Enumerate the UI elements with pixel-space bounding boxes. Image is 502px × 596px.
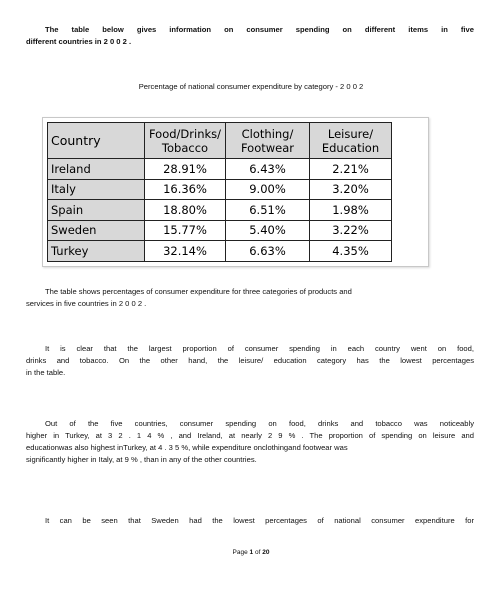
cell-country: Spain (48, 200, 145, 221)
paragraph-line: educationwas also highest inTurkey, at 4 . 3 5 %, while expenditure onclothingand footwear was (26, 443, 348, 452)
paragraph-line: The table shows percentages of consumer expenditure for three categories of products and (45, 287, 352, 296)
paragraph-line: Out of the five countries, consumer spending on food, drinks and tobacco was noticeably (45, 419, 474, 428)
cell-food: 15.77% (145, 220, 226, 241)
paragraph-line: higher in Turkey, at 3 2 . 1 4 % , and Ireland, at nearly 2 9 % . The proportion of spending on leisure and (26, 431, 474, 440)
cell-leisure: 2.21% (310, 159, 392, 180)
paragraph-2 (26, 343, 474, 379)
cell-country: Sweden (48, 220, 145, 241)
paragraph-line: in the table. (26, 368, 66, 377)
cell-country: Turkey (48, 241, 145, 262)
footer-of-word: of (253, 549, 263, 556)
table-row (48, 200, 392, 221)
cell-leisure: 4.35% (310, 241, 392, 262)
paragraph-3 (26, 418, 474, 466)
footer-page-total: 20 (262, 549, 270, 556)
paragraph-line: It is clear that the largest proportion of consumer spending in each country went on food, (45, 344, 474, 353)
paragraph-1 (26, 286, 474, 310)
paragraph-line: services in five countries in 2 0 0 2 . (26, 299, 147, 308)
paragraph-line: significantly higher in Italy, at 9 % , than in any of the other countries. (26, 455, 257, 464)
table-title: Percentage of national consumer expenditure by category - 2 0 0 2 (138, 82, 364, 91)
table-row (48, 159, 392, 180)
cell-clothing: 5.40% (226, 220, 310, 241)
cell-leisure: 3.20% (310, 179, 392, 200)
header-leisure-education: Leisure/ Education (310, 123, 392, 159)
cell-country: Italy (48, 179, 145, 200)
table-row (48, 220, 392, 241)
table-row (48, 179, 392, 200)
cell-food: 16.36% (145, 179, 226, 200)
header-clothing-footwear: Clothing/ Footwear (226, 123, 310, 159)
header-country: Country (48, 123, 145, 159)
cell-clothing: 9.00% (226, 179, 310, 200)
cell-clothing: 6.63% (226, 241, 310, 262)
paragraph-4 (26, 515, 474, 527)
footer-page-number: 1 (249, 549, 254, 556)
page-footer (0, 549, 502, 556)
cell-leisure: 1.98% (310, 200, 392, 221)
cell-clothing: 6.51% (226, 200, 310, 221)
table-row (48, 241, 392, 262)
paragraph-line: drinks and tobacco. On the other hand, the leisure/ education category has the lowest percentages (26, 356, 474, 365)
header-food-drinks-tobacco: Food/Drinks/ Tobacco (145, 123, 226, 159)
intro-line-2: different countries in 2 0 0 2 . (26, 37, 132, 46)
table-image-frame (42, 117, 429, 267)
intro-line-1: The table below gives information on consumer spending on different items in five (45, 25, 474, 34)
table-header-row (48, 123, 392, 159)
cell-leisure: 3.22% (310, 220, 392, 241)
footer-page-word: Page (232, 549, 250, 556)
cell-food: 28.91% (145, 159, 226, 180)
cell-country: Ireland (48, 159, 145, 180)
cell-food: 18.80% (145, 200, 226, 221)
cell-clothing: 6.43% (226, 159, 310, 180)
cell-food: 32.14% (145, 241, 226, 262)
paragraph-line: It can be seen that Sweden had the lowest percentages of national consumer expenditure for (45, 516, 474, 525)
expenditure-table (47, 122, 392, 262)
intro-paragraph (26, 24, 474, 48)
